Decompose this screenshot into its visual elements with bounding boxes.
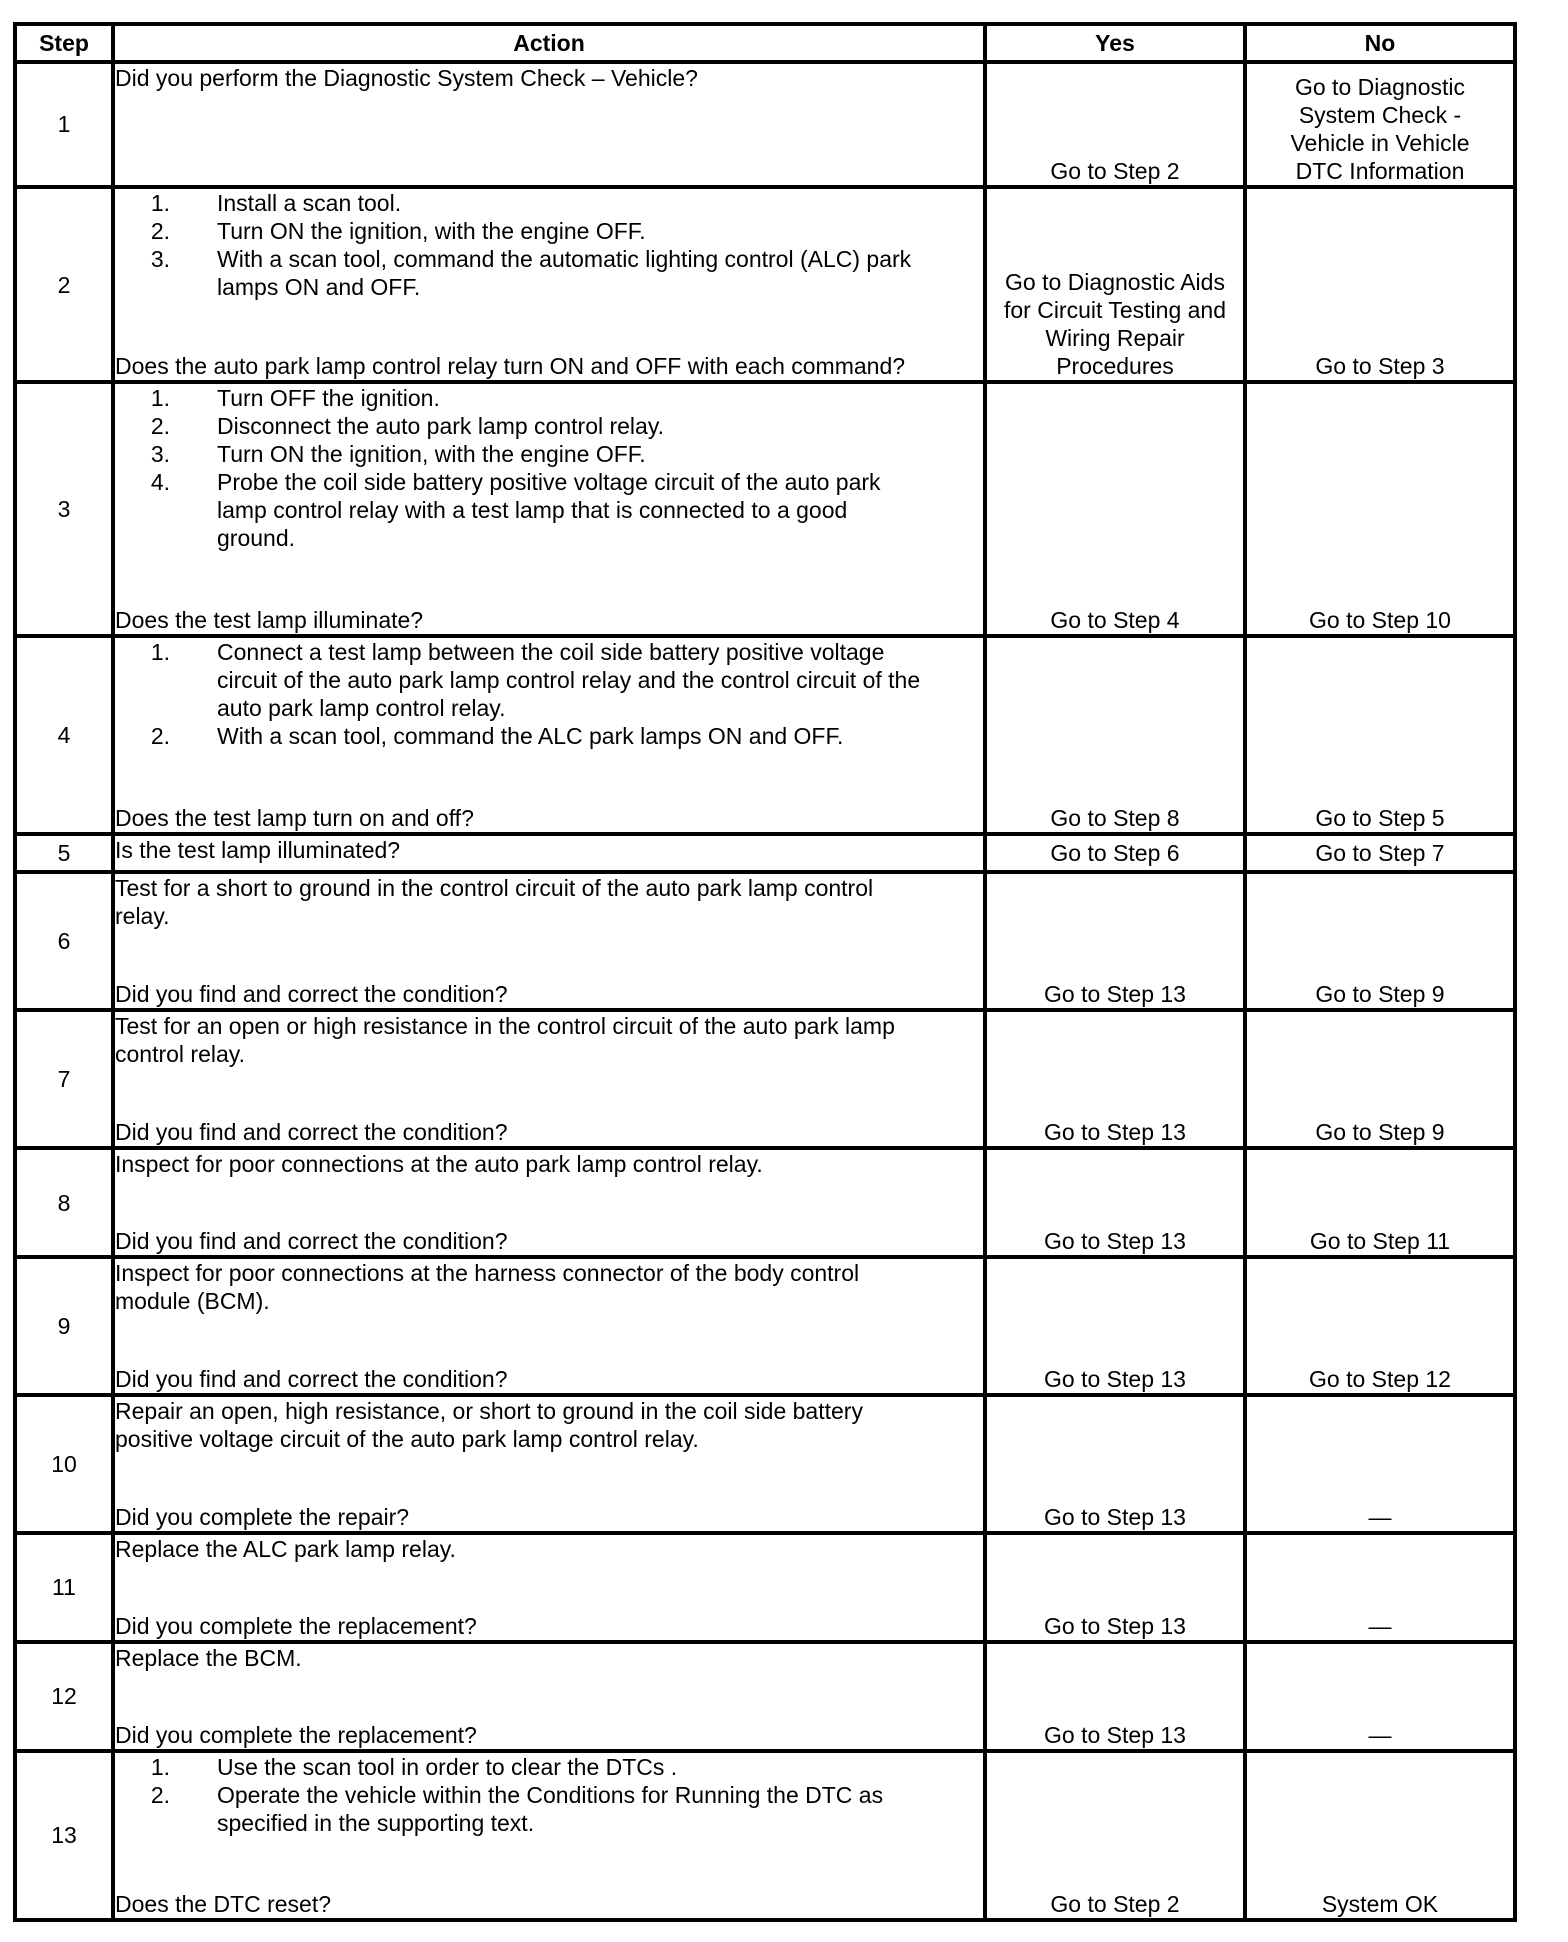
no-result-line: Go to Step 11 — [1309, 1227, 1451, 1254]
no-result-line: Go to Step 9 — [1315, 981, 1445, 1008]
action-question: Does the auto park lamp control relay turn ON and OFF with each command? — [115, 353, 906, 380]
no-result-line: Go to Step 9 — [1315, 1119, 1445, 1146]
instruction-text — [170, 468, 983, 552]
instruction-item — [115, 638, 983, 722]
action-instructions — [115, 189, 983, 301]
action-question: Did you find and correct the condition? — [115, 1119, 508, 1146]
instruction-text — [170, 440, 983, 468]
action-text-line: Test for a short to ground in the control circuit of the auto park lamp control — [115, 875, 874, 902]
instruction-text — [170, 189, 983, 217]
step-number: 12 — [15, 1642, 113, 1751]
no-cell — [1245, 187, 1515, 382]
instruction-line: Install a scan tool. — [217, 189, 402, 216]
table-row — [15, 1533, 1515, 1642]
instruction-line: Use the scan tool in order to clear the DTCs . — [217, 1753, 678, 1780]
action-cell — [113, 1257, 985, 1395]
header-yes: Yes — [985, 24, 1245, 62]
no-result-line: Go to Step 3 — [1315, 353, 1445, 380]
table-row — [15, 1751, 1515, 1920]
yes-result-line: Go to Step 13 — [1044, 1227, 1186, 1254]
yes-result-line: Go to Diagnostic Aids — [1005, 269, 1225, 296]
instruction-item — [115, 245, 983, 301]
instruction-line: Operate the vehicle within the Conditions for Running the DTC as — [217, 1781, 884, 1808]
header-no: No — [1245, 24, 1515, 62]
action-cell — [113, 834, 985, 872]
action-text-line: Did you perform the Diagnostic System Check – Vehicle? — [115, 65, 698, 91]
yes-cell — [985, 62, 1245, 187]
action-text-line: Inspect for poor connections at the auto park lamp control relay. — [115, 1151, 763, 1178]
instruction-item — [115, 1781, 983, 1837]
instruction-number: 1. — [150, 1753, 170, 1780]
instruction-line: circuit of the auto park lamp control relay and the control circuit of the — [217, 667, 921, 694]
yes-result-line: Go to Step 2 — [1050, 1891, 1180, 1917]
table-row — [15, 62, 1515, 187]
action-cell — [113, 62, 985, 187]
table-row — [15, 1010, 1515, 1148]
no-cell — [1245, 1751, 1515, 1920]
no-result-line: Go to Step 12 — [1309, 1365, 1451, 1392]
yes-result-line: Go to Step 13 — [1044, 1504, 1186, 1531]
action-text-line: positive voltage circuit of the auto park lamp control relay. — [115, 1425, 699, 1452]
yes-result-line: Go to Step 13 — [1044, 1119, 1186, 1146]
header-row — [15, 24, 1515, 62]
no-result-line: — — [1368, 1612, 1392, 1639]
action-question: Did you find and correct the condition? — [115, 981, 508, 1008]
instruction-item — [115, 412, 983, 440]
instruction-number: 3. — [150, 441, 170, 468]
instruction-line: Probe the coil side battery positive voltage circuit of the auto park — [217, 469, 881, 496]
action-instructions — [115, 384, 983, 552]
instruction-item — [115, 440, 983, 468]
no-cell — [1245, 1148, 1515, 1257]
instruction-number: 2. — [150, 413, 170, 440]
action-instructions — [115, 1012, 983, 1068]
no-result-line: — — [1368, 1721, 1392, 1748]
step-number: 11 — [15, 1533, 113, 1642]
step-number: 5 — [15, 834, 113, 872]
step-number: 13 — [15, 1751, 113, 1920]
instruction-number: 3. — [150, 245, 170, 272]
action-question: Did you find and correct the condition? — [115, 1365, 508, 1392]
action-cell — [113, 382, 985, 636]
yes-cell — [985, 1148, 1245, 1257]
step-number: 2 — [15, 187, 113, 382]
instruction-list — [115, 638, 983, 750]
action-cell — [113, 872, 985, 1010]
yes-cell — [985, 1010, 1245, 1148]
instruction-list — [115, 384, 983, 552]
no-result-line: — — [1368, 1504, 1392, 1531]
yes-result-line: Procedures — [1056, 353, 1174, 380]
no-result-line: System OK — [1321, 1891, 1439, 1917]
no-result-line: Go to Step 5 — [1315, 804, 1445, 831]
instruction-item — [115, 217, 983, 245]
no-cell — [1245, 872, 1515, 1010]
instruction-text — [170, 245, 983, 301]
action-question: Does the test lamp turn on and off? — [115, 804, 474, 831]
table-row — [15, 636, 1515, 833]
step-number: 6 — [15, 872, 113, 1010]
table-row — [15, 187, 1515, 382]
instruction-text — [170, 1753, 983, 1781]
action-cell — [113, 187, 985, 382]
action-cell — [113, 1010, 985, 1148]
no-cell — [1245, 1395, 1515, 1533]
table-row — [15, 1148, 1515, 1257]
yes-cell — [985, 382, 1245, 636]
step-number: 10 — [15, 1395, 113, 1533]
action-cell — [113, 1148, 985, 1257]
instruction-number: 2. — [150, 1781, 170, 1808]
action-text-line: Inspect for poor connections at the harness connector of the body control — [115, 1259, 860, 1286]
instruction-text — [170, 384, 983, 412]
no-result-line: Go to Diagnostic — [1294, 73, 1466, 100]
step-number: 3 — [15, 382, 113, 636]
instruction-line: ground. — [217, 525, 296, 552]
instruction-line: Turn ON the ignition, with the engine OFF. — [217, 441, 646, 468]
step-number: 8 — [15, 1148, 113, 1257]
instruction-line: With a scan tool, command the automatic lighting control (ALC) park — [217, 245, 912, 272]
table-body — [15, 62, 1515, 1920]
action-question: Did you complete the replacement? — [115, 1612, 477, 1639]
no-cell — [1245, 1010, 1515, 1148]
instruction-text — [170, 638, 983, 722]
no-cell — [1245, 62, 1515, 187]
step-number: 1 — [15, 62, 113, 187]
yes-cell — [985, 872, 1245, 1010]
no-result-line: Vehicle in Vehicle — [1290, 129, 1470, 156]
action-cell — [113, 1751, 985, 1920]
action-instructions — [115, 1535, 983, 1563]
instruction-text — [170, 722, 983, 750]
no-cell — [1245, 834, 1515, 872]
yes-result-line: for Circuit Testing and — [1003, 297, 1226, 324]
action-cell — [113, 636, 985, 833]
instruction-line: Disconnect the auto park lamp control relay. — [217, 413, 665, 440]
instruction-number: 4. — [150, 469, 170, 496]
table-row — [15, 382, 1515, 636]
instruction-item — [115, 468, 983, 552]
table-row — [15, 872, 1515, 1010]
yes-cell — [985, 1751, 1245, 1920]
header-step: Step — [15, 24, 113, 62]
no-result-line: Go to Step 7 — [1315, 839, 1445, 866]
action-instructions — [115, 64, 983, 92]
action-question: Does the DTC reset? — [115, 1891, 332, 1917]
instruction-line: Turn OFF the ignition. — [217, 385, 440, 412]
diagnostic-table — [13, 22, 1517, 1922]
instruction-list — [115, 1753, 983, 1837]
no-cell — [1245, 1257, 1515, 1395]
yes-result-line: Go to Step 6 — [1050, 839, 1180, 866]
yes-cell — [985, 1395, 1245, 1533]
action-cell — [113, 1533, 985, 1642]
action-text-line: Is the test lamp illuminated? — [115, 836, 401, 863]
table-row — [15, 1642, 1515, 1751]
yes-result-line: Wiring Repair — [1045, 325, 1185, 352]
no-cell — [1245, 1642, 1515, 1751]
instruction-text — [170, 217, 983, 245]
instruction-number: 2. — [150, 217, 170, 244]
yes-result-line: Go to Step 13 — [1044, 1612, 1186, 1639]
action-text-line: relay. — [115, 903, 170, 930]
no-result-line: System Check - — [1298, 101, 1462, 128]
instruction-number: 1. — [150, 189, 170, 216]
action-question: Did you find and correct the condition? — [115, 1227, 508, 1254]
yes-cell — [985, 1257, 1245, 1395]
instruction-item — [115, 1753, 983, 1781]
yes-result-line: Go to Step 4 — [1050, 607, 1180, 634]
action-instructions — [115, 638, 983, 750]
yes-cell — [985, 1533, 1245, 1642]
instruction-line: With a scan tool, command the ALC park lamps ON and OFF. — [217, 723, 844, 750]
instruction-line: Connect a test lamp between the coil side battery positive voltage — [217, 639, 885, 666]
step-number: 4 — [15, 636, 113, 833]
yes-result-line: Go to Step 13 — [1044, 1365, 1186, 1392]
table-row — [15, 1257, 1515, 1395]
action-question: Did you complete the replacement? — [115, 1721, 477, 1748]
no-cell — [1245, 1533, 1515, 1642]
action-text-line: control relay. — [115, 1041, 245, 1068]
action-instructions — [115, 1644, 983, 1672]
action-question: Does the test lamp illuminate? — [115, 607, 424, 634]
table-row — [15, 1395, 1515, 1533]
yes-cell — [985, 636, 1245, 833]
action-instructions — [115, 836, 983, 864]
action-text-line: Replace the BCM. — [115, 1644, 302, 1671]
instruction-item — [115, 722, 983, 750]
instruction-line: lamps ON and OFF. — [217, 273, 421, 300]
yes-cell — [985, 187, 1245, 382]
yes-result-line: Go to Step 2 — [1050, 157, 1180, 184]
yes-cell — [985, 1642, 1245, 1751]
action-question: Did you complete the repair? — [115, 1504, 410, 1531]
action-cell — [113, 1642, 985, 1751]
instruction-number: 1. — [150, 639, 170, 666]
instruction-number: 2. — [150, 723, 170, 750]
action-text-line: Replace the ALC park lamp relay. — [115, 1536, 456, 1563]
instruction-item — [115, 384, 983, 412]
yes-result-line: Go to Step 13 — [1044, 1721, 1186, 1748]
no-result-line: DTC Information — [1295, 157, 1465, 184]
instruction-line: specified in the supporting text. — [217, 1809, 535, 1836]
instruction-text — [170, 1781, 983, 1837]
action-instructions — [115, 874, 983, 930]
action-text-line: module (BCM). — [115, 1287, 270, 1314]
no-cell — [1245, 636, 1515, 833]
action-text-line: Test for an open or high resistance in the control circuit of the auto park lamp — [115, 1013, 895, 1040]
instruction-text — [170, 412, 983, 440]
instruction-item — [115, 189, 983, 217]
table-row — [15, 834, 1515, 872]
action-instructions — [115, 1150, 983, 1178]
step-number: 9 — [15, 1257, 113, 1395]
step-number: 7 — [15, 1010, 113, 1148]
instruction-number: 1. — [150, 385, 170, 412]
yes-result-line: Go to Step 8 — [1050, 804, 1180, 831]
no-result-line: Go to Step 10 — [1309, 607, 1451, 634]
instruction-list — [115, 189, 983, 301]
action-cell — [113, 1395, 985, 1533]
instruction-line: lamp control relay with a test lamp that is connected to a good — [217, 497, 848, 524]
yes-result-line: Go to Step 13 — [1044, 981, 1186, 1008]
instruction-line: Turn ON the ignition, with the engine OFF. — [217, 217, 646, 244]
no-cell — [1245, 382, 1515, 636]
action-instructions — [115, 1397, 983, 1453]
action-instructions — [115, 1753, 983, 1837]
header-action: Action — [113, 24, 985, 62]
yes-cell — [985, 834, 1245, 872]
instruction-line: auto park lamp control relay. — [217, 695, 506, 722]
action-text-line: Repair an open, high resistance, or short to ground in the coil side battery — [115, 1397, 863, 1424]
action-instructions — [115, 1259, 983, 1315]
